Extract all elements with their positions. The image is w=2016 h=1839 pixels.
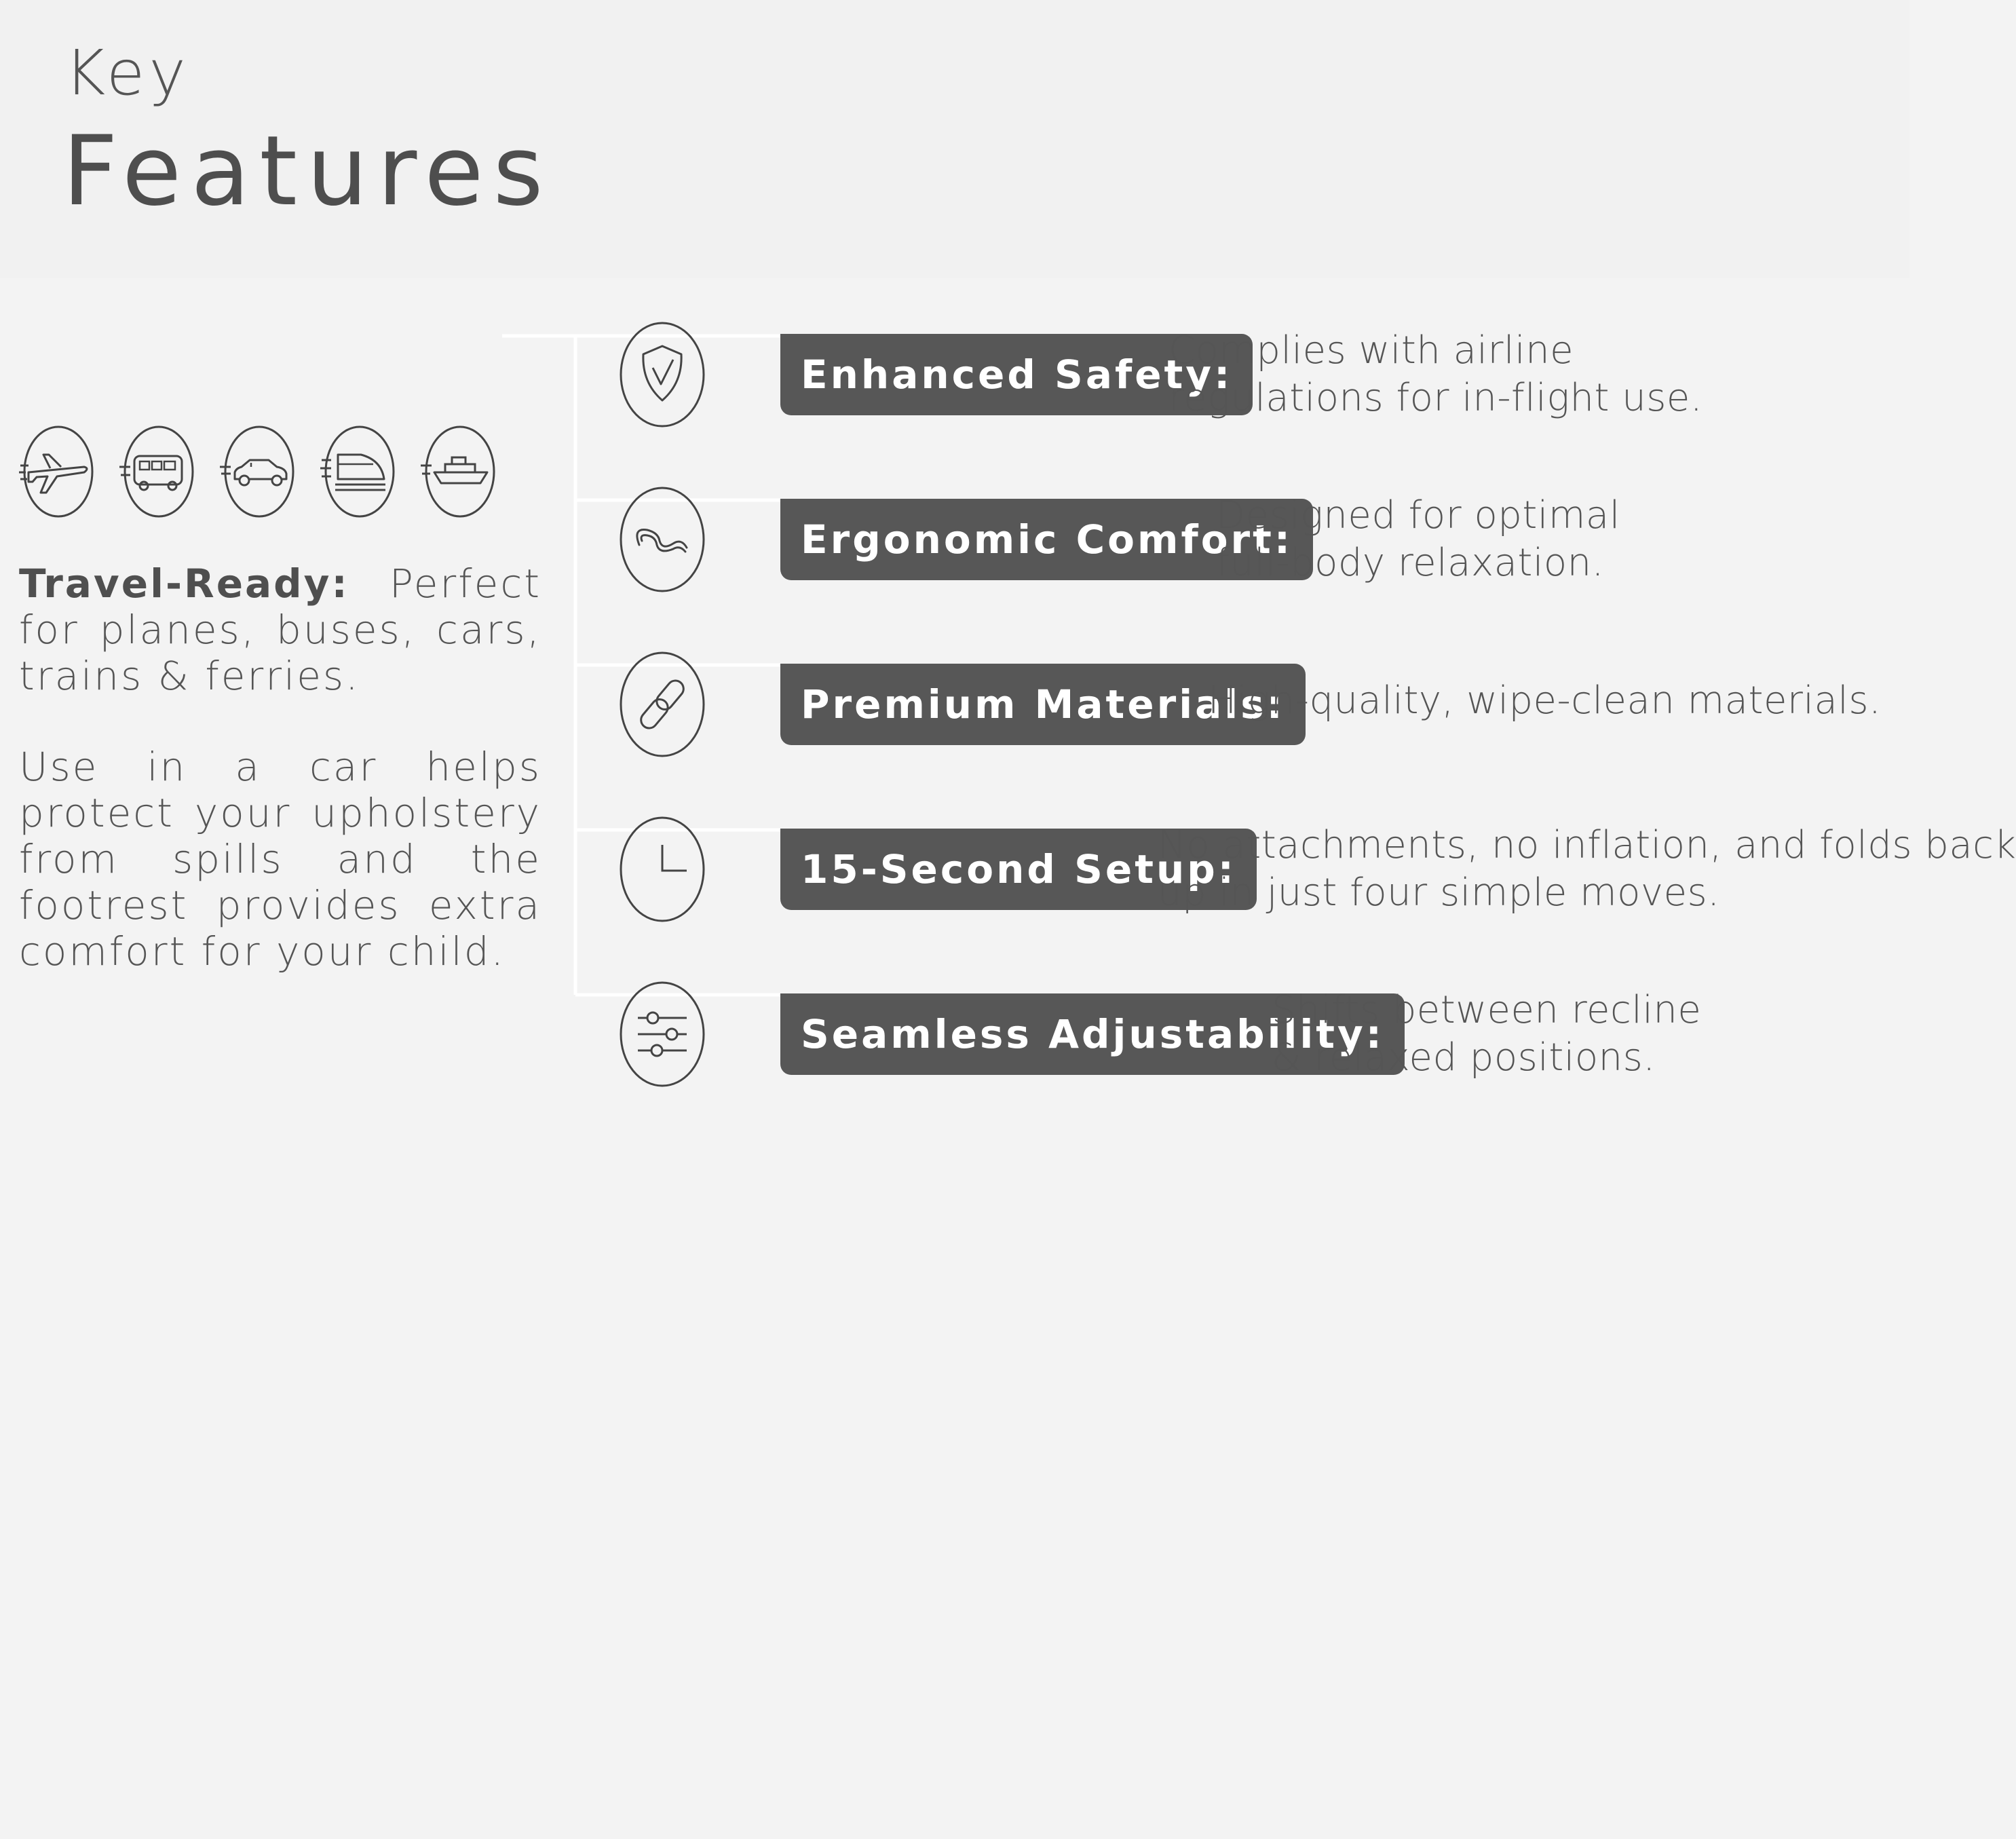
feature-desc-line2: regulations for in-flight use.: [1168, 376, 1703, 420]
car-use-text: Use in a car helps protect your upholstery from spills and the footrest provides extra comfort for your child.: [19, 744, 541, 974]
feature-desc-line1: High-quality, wipe-clean materials.: [1208, 679, 1882, 723]
feature-enhanced-safety: [0, 320, 1909, 429]
feature-label-enhanced-safety: Enhanced Safety:: [780, 334, 1253, 415]
feature-label-premium-materials: Premium Materials:: [780, 664, 1306, 745]
wave-icon: [619, 485, 706, 594]
feature-desc-line2: & relaxed positions.: [1272, 1036, 1656, 1080]
title-key: Key: [64, 37, 190, 109]
feature-desc-line1: Complies with airline: [1168, 328, 1574, 373]
travel-ready-label: Travel-Ready:: [19, 561, 349, 607]
clock-icon: [619, 815, 706, 924]
feature-label-15-second-setup: 15-Second Setup:: [780, 829, 1257, 910]
feature-desc-line2: up in just four simple moves.: [1158, 871, 1720, 915]
link-icon: [619, 650, 706, 759]
feature-desc-line2: full-body relaxation.: [1216, 541, 1604, 585]
shield-check-icon: [619, 320, 706, 429]
feature-desc-line1: No attachments, no inflation, and folds back: [1158, 823, 2016, 867]
feature-seamless-adjustability: [0, 980, 1909, 1088]
sliders-icon: [619, 980, 706, 1088]
feature-desc-line1: Designed for optimal: [1216, 493, 1620, 537]
feature-label-seamless-adjustability: Seamless Adjustability:: [780, 993, 1405, 1075]
feature-premium-materials: [0, 650, 1909, 759]
travel-ready-body: Perfect for planes, buses, cars, trains & ferries.: [19, 561, 541, 699]
feature-desc-line1: Shifts between recline: [1272, 988, 1702, 1032]
title-features: Features: [62, 115, 553, 227]
feature-ergonomic-comfort: [0, 485, 1909, 594]
feature-15-second-setup: [0, 815, 2016, 924]
feature-label-ergonomic-comfort: Ergonomic Comfort:: [780, 499, 1313, 580]
